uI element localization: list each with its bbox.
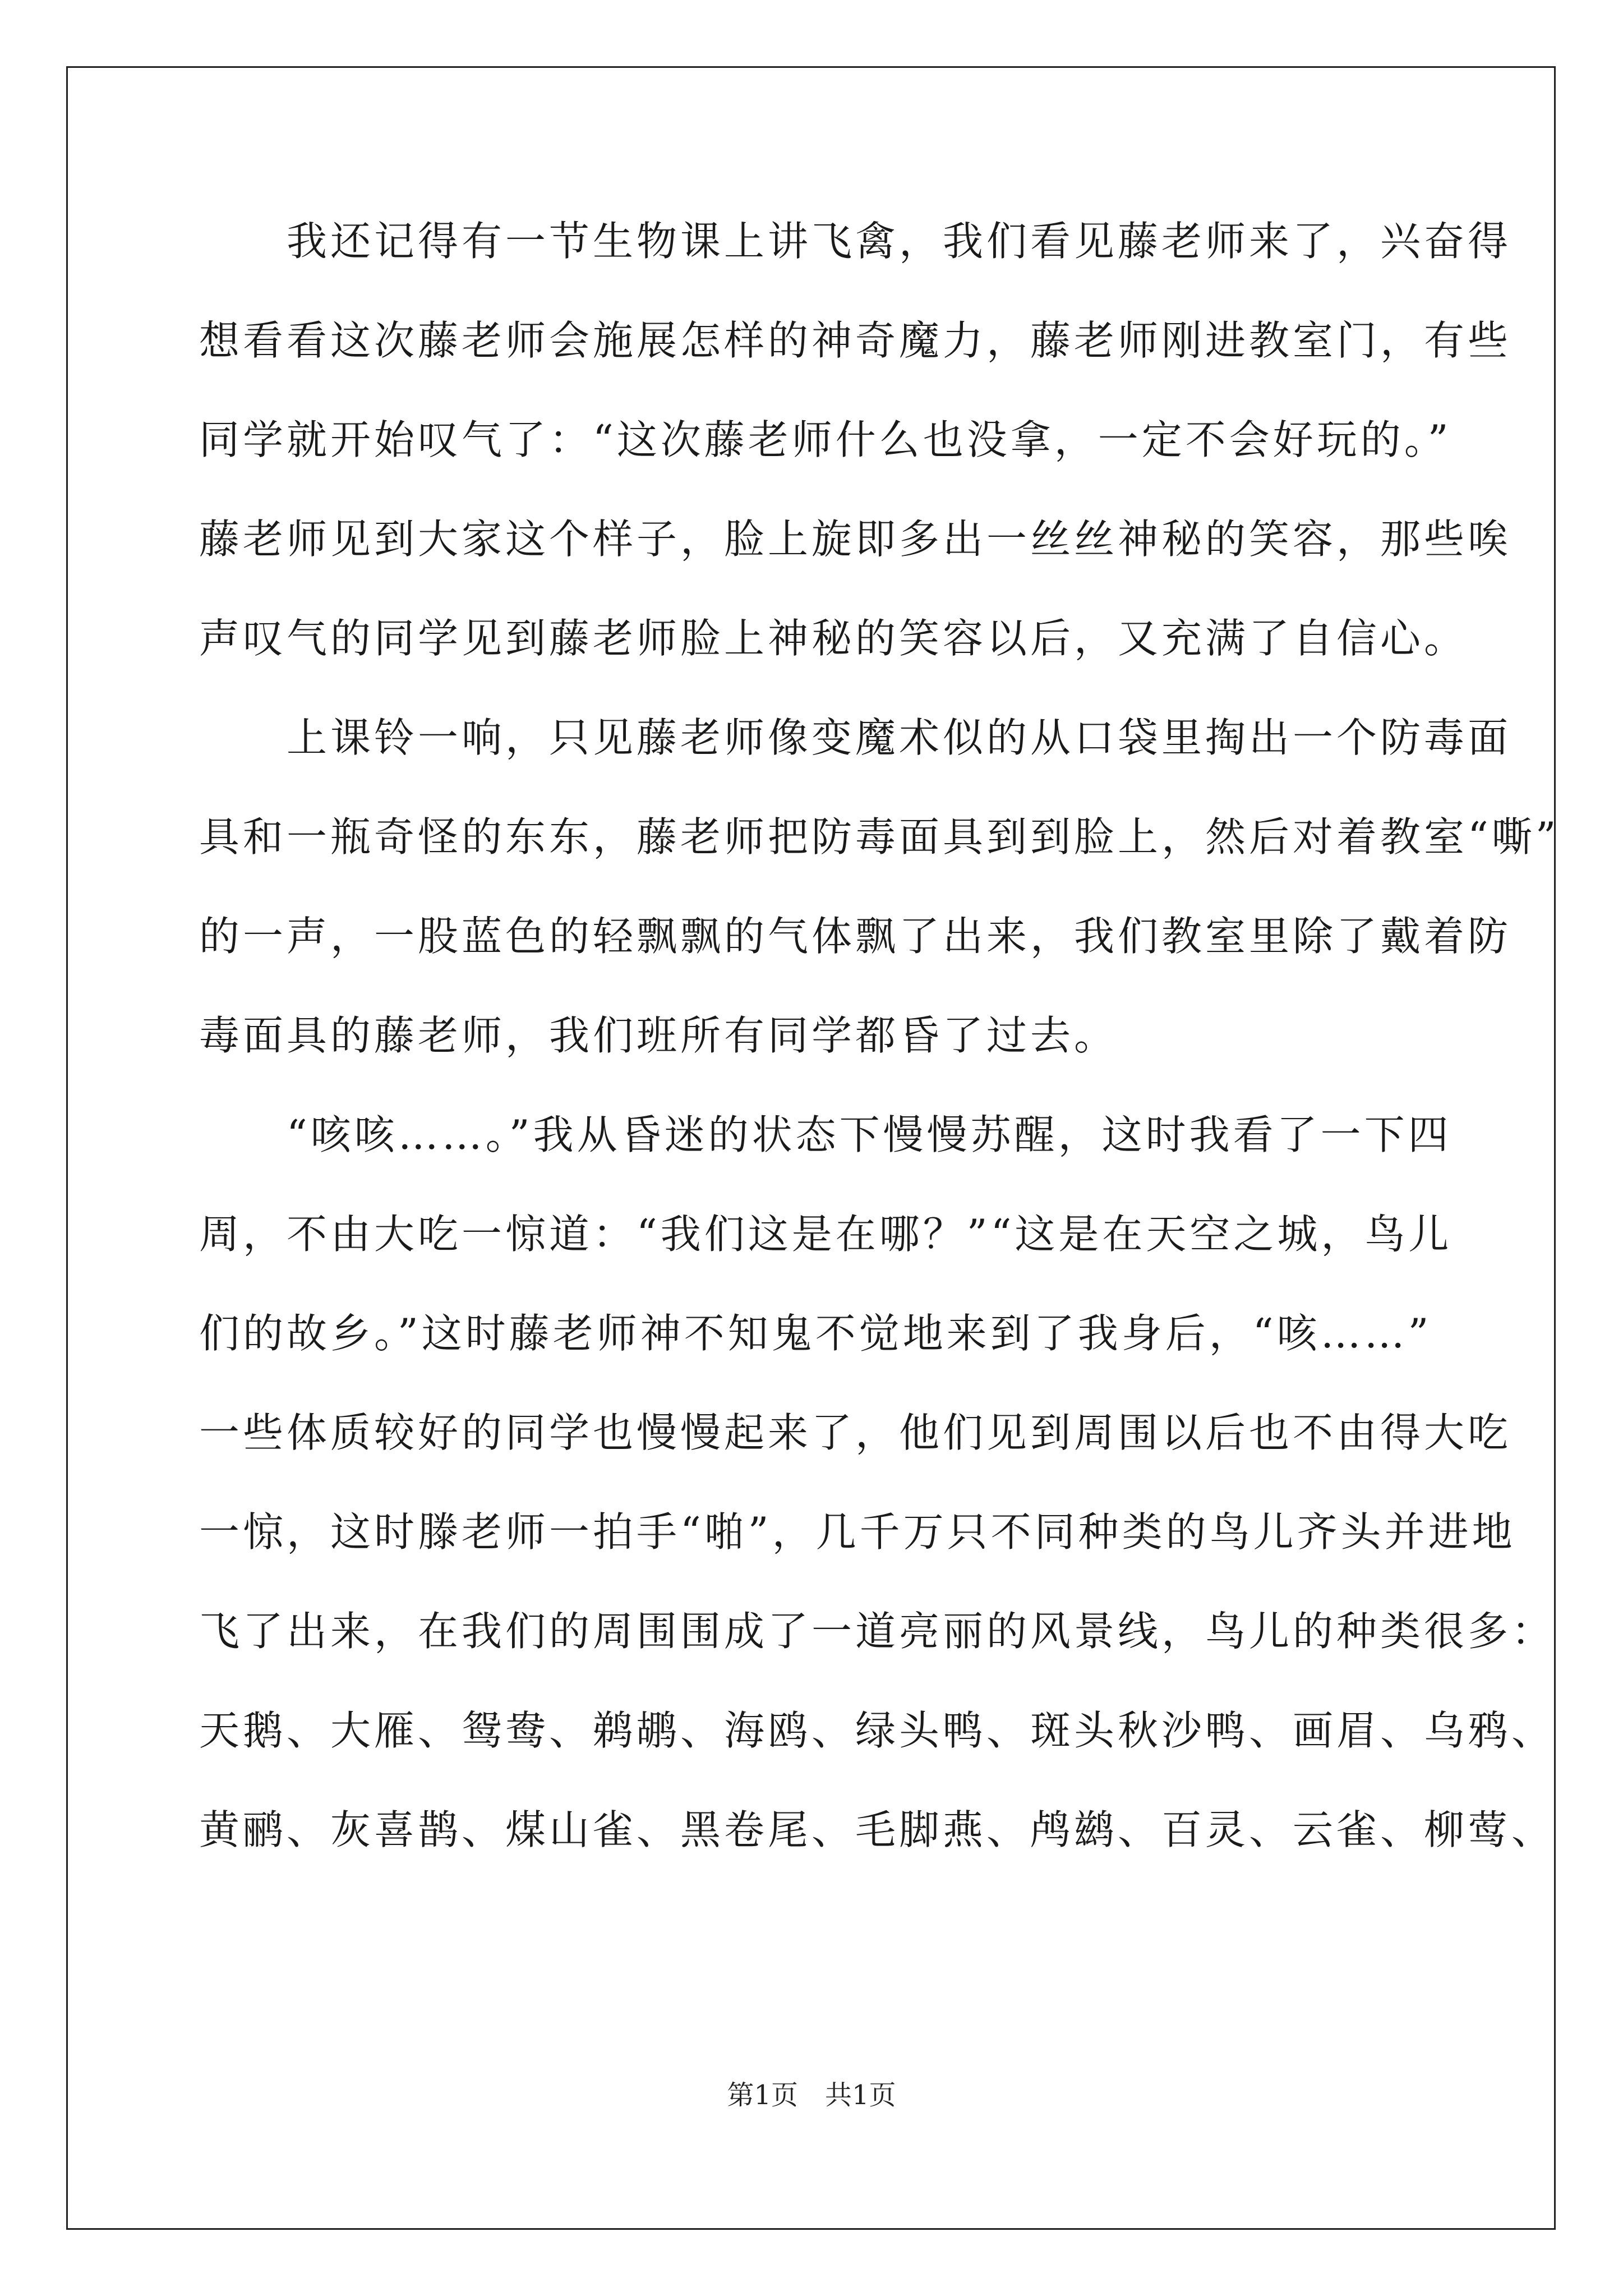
text-line: 们的故乡。”这时藤老师神不知鬼不觉地来到了我身后，“咳……” [199,1310,1432,1357]
text-line: 想看看这次藤老师会施展怎样的神奇魔力，藤老师刚进教室门，有些 [199,317,1512,364]
text-line: 天鹅、大雁、鸳鸯、鹈鹕、海鸥、绿头鸭、斑头秋沙鸭、画眉、乌鸦、 [199,1707,1556,1754]
text-line: 的一声，一股蓝色的轻飘飘的气体飘了出来，我们教室里除了戴着防 [199,913,1512,960]
text-line: 我还记得有一节生物课上讲飞禽，我们看见藤老师来了，兴奋得 [199,218,1512,265]
text-line: “咳咳……。”我从昏迷的状态下慢慢苏醒，这时我看了一下四 [199,1111,1452,1158]
text-line: 毒面具的藤老师，我们班所有同学都昏了过去。 [199,1012,1118,1059]
text-line: 声叹气的同学见到藤老师脸上神秘的笑容以后，又充满了自信心。 [199,615,1468,662]
text-line: 周，不由大吃一惊道：“我们这是在哪？”“这是在天空之城，鸟儿 [199,1211,1453,1258]
text-line: 具和一瓶奇怪的东东，藤老师把防毒面具到到脸上，然后对着教室“嘶” [199,813,1560,861]
text-line: 黄鹂、灰喜鹊、煤山雀、黑卷尾、毛脚燕、鸬鹚、百灵、云雀、柳莺、 [199,1806,1556,1853]
text-line: 飞了出来，在我们的周围围成了一道亮丽的风景线，鸟儿的种类很多： [199,1608,1556,1655]
text-line: 藤老师见到大家这个样子，脸上旋即多出一丝丝神秘的笑容，那些唉 [199,516,1512,563]
text-line: 一些体质较好的同学也慢慢起来了，他们见到周围以后也不由得大吃 [199,1409,1512,1456]
page-footer: 第1页 共1页 [727,2079,896,2111]
text-line: 上课铃一响，只见藤老师像变魔术似的从口袋里掏出一个防毒面 [199,714,1512,761]
text-line: 一惊，这时滕老师一拍手“啪”，几千万只不同种类的鸟儿齐头并进地 [199,1508,1516,1556]
text-line: 同学就开始叹气了：“这次藤老师什么也没拿，一定不会好玩的。” [199,416,1452,463]
document-body [199,213,1560,1901]
